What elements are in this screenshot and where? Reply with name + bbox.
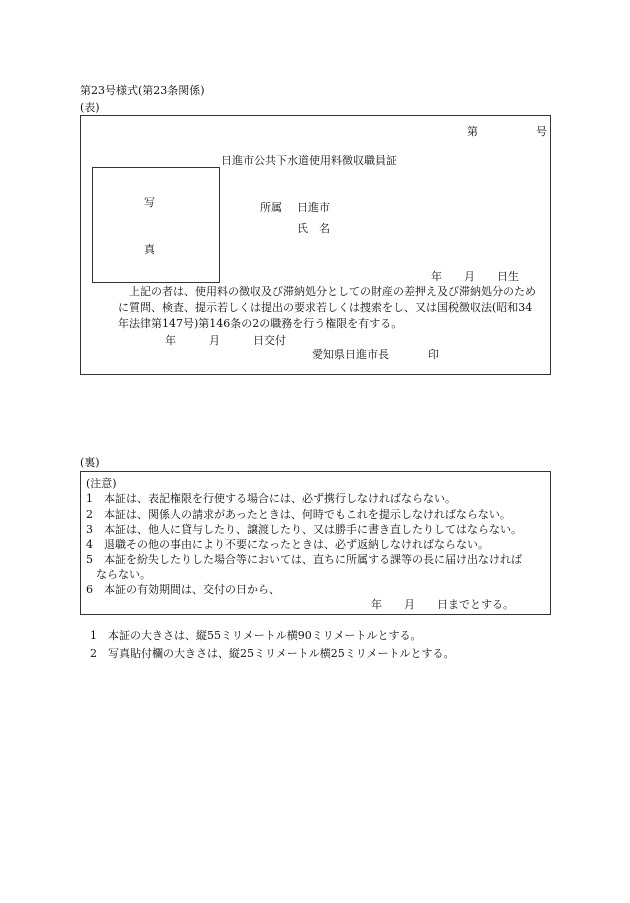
seal-mark: 印: [428, 348, 439, 361]
card-number-label: 第: [467, 125, 478, 138]
footnote-number: 1: [90, 629, 97, 642]
footnote-number: 2: [90, 647, 97, 660]
footnote-item: [90, 627, 422, 643]
note-item: [86, 581, 280, 597]
footnote-text: 本証の大きさは、縦55ミリメートル横90ミリメートルとする。: [108, 629, 422, 642]
issuer-name: 愛知県日進市長: [312, 348, 389, 361]
note-number: 1: [86, 492, 93, 505]
photo-label-bottom: 真: [144, 243, 155, 256]
note-number: 3: [86, 523, 93, 536]
note-number: 6: [86, 583, 93, 596]
affiliation-label: 所属: [260, 201, 282, 214]
note-item: [86, 521, 522, 537]
name-label: 氏 名: [297, 222, 330, 235]
validity-end-date: 年 月 日までとする。: [371, 598, 514, 611]
back-side-label: (裏): [80, 456, 100, 469]
issue-date: 年 月 日交付: [165, 334, 286, 347]
card-title: 日進市公共下水道使用料徴収職員証: [221, 154, 397, 167]
birth-date: 年 月 日生: [431, 270, 519, 283]
note-text: 本証を紛失したりした場合等においては、直ちに所属する課等の長に届け出なければ: [104, 553, 522, 566]
footnote-item: [90, 645, 455, 661]
note-text: 本証は、他人に貸与したり、譲渡したり、又は勝手に書き直したりしてはならない。: [104, 523, 522, 536]
note-text: 本証は、関係人の請求があったときは、何時でもこれを提示しなければならない。: [104, 508, 511, 521]
footnote-text: 写真貼付欄の大きさは、縦25ミリメートル横25ミリメートルとする。: [108, 647, 455, 660]
note-text: 本証の有効期間は、交付の日から、: [104, 583, 280, 596]
photo-label-top: 写: [144, 196, 155, 209]
affiliation-value: 日進市: [297, 201, 330, 214]
note-item: [86, 506, 511, 522]
photo-placeholder: [92, 167, 220, 283]
notes-heading: (注意): [86, 477, 117, 490]
note-number: 5: [86, 553, 93, 566]
form-title: 第23号様式(第23条関係): [80, 84, 205, 97]
note-item: [86, 490, 456, 506]
note-number: 4: [86, 538, 93, 551]
note-text: 本証は、表記権限を行使する場合には、必ず携行しなければならない。: [104, 492, 456, 505]
note-item: [86, 551, 522, 567]
front-side-label: (表): [80, 101, 100, 114]
note-item: [86, 536, 489, 552]
note-number: 2: [86, 508, 93, 521]
note-continuation: ならない。: [96, 568, 151, 581]
authority-statement: 上記の者は、使用料の徴収及び滞納処分としての財産の差押え及び滞納処分のために質問、検査、提示若しくは提出の要求若しくは捜索をし、又は国税徴収法(昭和34年法律第147号)第146条の2の職務を行う権限を有する。: [118, 285, 536, 330]
note-text: 退職その他の事由により不要になったときは、必ず返納しなければならない。: [104, 538, 489, 551]
card-number-suffix: 号: [536, 125, 547, 138]
